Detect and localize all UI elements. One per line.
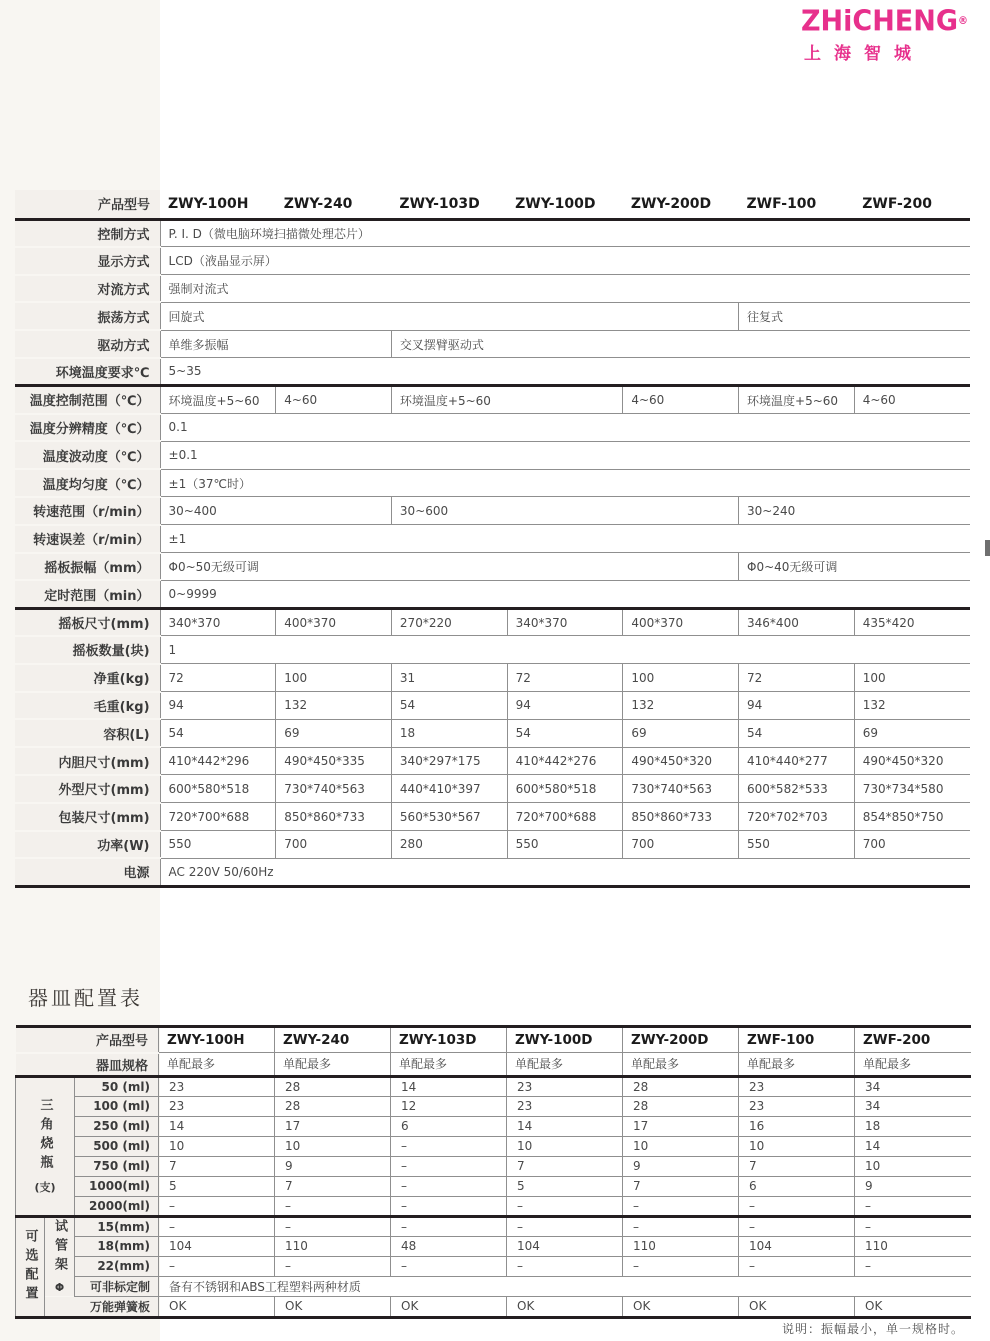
spec-value-cell: 340*297*175	[391, 747, 507, 775]
flask-count-cell: –	[507, 1196, 623, 1216]
spring-plate-cell: OK	[507, 1296, 623, 1317]
rack-count-cell: –	[159, 1256, 275, 1276]
spec-row-label: 驱动方式	[15, 330, 160, 358]
flask-count-cell: –	[275, 1196, 391, 1216]
spec-value-cell: 100	[623, 664, 739, 692]
model-header: ZWY-100H	[168, 195, 249, 212]
rack-count-cell: –	[159, 1216, 275, 1236]
spec-value-cell: 730*734*580	[854, 775, 970, 803]
spec-row-label: 转速误差（r/min）	[15, 525, 160, 553]
rack-count-cell: 110	[623, 1236, 739, 1256]
flask-count-cell: 34	[855, 1096, 971, 1116]
spring-plate-cell: OK	[159, 1296, 275, 1317]
flask-count-cell: 10	[623, 1136, 739, 1156]
spec-value-cell: Φ0~40无级可调	[739, 553, 970, 581]
spring-plate-cell: OK	[391, 1296, 507, 1317]
spec-row-label: 内胆尺寸(mm)	[15, 747, 160, 775]
spec-header-label: 产品型号	[15, 190, 160, 219]
model-header: ZWF-200	[855, 1027, 971, 1053]
spec-value-cell: 700	[854, 831, 970, 859]
flask-count-cell: –	[391, 1156, 507, 1176]
spec-value-cell: 700	[623, 831, 739, 859]
spec-row-label: 环境温度要求℃	[15, 358, 160, 386]
spec-value-cell: 850*860*733	[276, 803, 392, 831]
spec-value-cell: 4~60	[854, 386, 970, 414]
flask-count-cell: 23	[507, 1096, 623, 1116]
flask-count-cell: 18	[855, 1116, 971, 1136]
rack-count-cell: –	[739, 1256, 855, 1276]
flask-size-label: 100 (ml)	[75, 1096, 159, 1116]
spec-value-cell: 720*702*703	[739, 803, 855, 831]
spec-value-cell: 132	[276, 692, 392, 720]
model-header: ZWY-103D	[391, 1027, 507, 1053]
spec-value-cell: P. I. D（微电脑环境扫描微处理芯片）	[160, 219, 970, 247]
spec-value-cell: 410*442*276	[507, 747, 623, 775]
spec-row-label: 转速范围（r/min）	[15, 497, 160, 525]
spec-value-cell: 132	[623, 692, 739, 720]
spec-value-cell: 850*860*733	[623, 803, 739, 831]
spring-plate-cell: OK	[739, 1296, 855, 1317]
flask-count-cell: 7	[739, 1156, 855, 1176]
flask-count-cell: 23	[507, 1076, 623, 1096]
spec-value-cell: 54	[391, 692, 507, 720]
spec-value-cell: 600*582*533	[739, 775, 855, 803]
spec-row-label: 控制方式	[15, 219, 160, 247]
rack-size-label: 18(mm)	[75, 1236, 159, 1256]
flask-count-cell: 7	[159, 1156, 275, 1176]
spec-table	[15, 190, 970, 888]
flask-count-cell: 14	[391, 1076, 507, 1096]
spec-value-cell: ±1（37℃时）	[160, 469, 970, 497]
spec-value-cell: ±0.1	[160, 441, 970, 469]
flask-size-label: 750 (ml)	[75, 1156, 159, 1176]
spec-value-cell: 340*370	[507, 608, 623, 636]
spec-value-cell: 280	[391, 831, 507, 859]
registered-mark: ®	[958, 15, 968, 28]
spec-value-cell: 54	[507, 719, 623, 747]
flask-size-label: 500 (ml)	[75, 1136, 159, 1156]
rack-count-cell: –	[739, 1216, 855, 1236]
flask-count-cell: –	[391, 1136, 507, 1156]
flask-size-label: 50 (ml)	[75, 1076, 159, 1096]
spec-row-label: 净重(kg)	[15, 664, 160, 692]
spring-plate-cell: OK	[275, 1296, 391, 1317]
flask-count-cell: 10	[507, 1136, 623, 1156]
spec-value-cell: 435*420	[854, 608, 970, 636]
spec-row-label: 摇板尺寸(mm)	[15, 608, 160, 636]
flask-count-cell: 17	[275, 1116, 391, 1136]
spec-value-cell: 100	[854, 664, 970, 692]
flask-size-label: 2000(ml)	[75, 1196, 159, 1216]
flask-count-cell: 12	[391, 1096, 507, 1116]
flask-count-cell: –	[159, 1196, 275, 1216]
flask-count-cell: 7	[507, 1156, 623, 1176]
vessel-spec-value: 单配最多	[739, 1053, 855, 1077]
flask-group-label	[16, 1076, 75, 1216]
spec-value-cell: 环境温度+5~60	[160, 386, 276, 414]
spec-value-cell: 600*580*518	[507, 775, 623, 803]
spec-value-cell: 490*450*335	[276, 747, 392, 775]
flask-count-cell: –	[391, 1196, 507, 1216]
rack-count-cell: 48	[391, 1236, 507, 1256]
flask-count-cell: 5	[507, 1176, 623, 1196]
flask-count-cell: 6	[739, 1176, 855, 1196]
spec-row-label: 包装尺寸(mm)	[15, 803, 160, 831]
spec-value-cell: 5~35	[160, 358, 970, 386]
footnote: 说明：振幅最小，单一规格时。	[781, 1322, 964, 1336]
spec-value-cell: 往复式	[739, 302, 970, 330]
flask-group-label-suffix: (支)	[34, 1180, 56, 1194]
spec-value-cell: 环境温度+5~60	[391, 386, 622, 414]
rack-count-cell: 110	[855, 1236, 971, 1256]
flask-count-cell: 14	[855, 1136, 971, 1156]
spec-value-cell: 730*740*563	[623, 775, 739, 803]
spec-value-cell: 69	[276, 719, 392, 747]
flask-count-cell: –	[623, 1196, 739, 1216]
spec-value-cell: AC 220V 50/60Hz	[160, 858, 970, 886]
spec-row-label: 定时范围（min）	[15, 580, 160, 608]
model-header: ZWY-100H	[159, 1027, 275, 1053]
spec-row-label: 振荡方式	[15, 302, 160, 330]
vessel-spec-value: 单配最多	[391, 1053, 507, 1077]
model-header: ZWY-100D	[515, 195, 596, 212]
model-header: ZWY-200D	[623, 1027, 739, 1053]
flask-count-cell: 28	[623, 1076, 739, 1096]
spec-value-cell: 72	[507, 664, 623, 692]
model-header: ZWY-240	[283, 195, 353, 212]
spec-row-label: 电源	[15, 858, 160, 886]
flask-count-cell: 28	[275, 1076, 391, 1096]
flask-count-cell: 23	[159, 1096, 275, 1116]
spec-table-body	[15, 190, 970, 886]
rack-size-label: 22(mm)	[75, 1256, 159, 1276]
spec-value-cell: 600*580*518	[160, 775, 276, 803]
rack-count-cell: –	[275, 1256, 391, 1276]
flask-count-cell: 10	[855, 1156, 971, 1176]
spec-row-label: 温度均匀度（℃）	[15, 469, 160, 497]
flask-count-cell: –	[391, 1176, 507, 1196]
rack-count-cell: –	[507, 1256, 623, 1276]
flask-count-cell: 23	[159, 1076, 275, 1096]
spec-row-label: 对流方式	[15, 275, 160, 303]
flask-count-cell: 28	[275, 1096, 391, 1116]
flask-count-cell: 23	[739, 1096, 855, 1116]
spec-value-cell: 720*700*688	[507, 803, 623, 831]
optional-group-label	[16, 1216, 45, 1317]
model-header: ZWY-100D	[507, 1027, 623, 1053]
spec-value-cell: 490*450*320	[854, 747, 970, 775]
vessel-spec-value: 单配最多	[507, 1053, 623, 1077]
spec-value-cell: 400*370	[623, 608, 739, 636]
spec-value-cell: 550	[507, 831, 623, 859]
flask-count-cell: 9	[855, 1176, 971, 1196]
spec-value-cell: ±1	[160, 525, 970, 553]
flask-count-cell: 28	[623, 1096, 739, 1116]
brand-logo-chinese: 上海智城	[803, 44, 924, 64]
vessel-spec-label: 器皿规格	[16, 1053, 159, 1077]
page-edge-mark	[985, 540, 990, 556]
spec-value-cell: 4~60	[276, 386, 392, 414]
rack-count-cell: –	[507, 1216, 623, 1236]
rack-count-cell: 110	[275, 1236, 391, 1256]
spec-value-cell: 交叉摆臂驱动式	[391, 330, 970, 358]
spec-row-label: 温度控制范围（℃）	[15, 386, 160, 414]
flask-count-cell: 7	[623, 1176, 739, 1196]
spec-value-cell: 410*440*277	[739, 747, 855, 775]
spec-value-cell: 18	[391, 719, 507, 747]
spec-value-cell: 单维多振幅	[160, 330, 391, 358]
rack-count-cell: 104	[159, 1236, 275, 1256]
spec-row-label: 外型尺寸(mm)	[15, 775, 160, 803]
spec-value-cell: 550	[739, 831, 855, 859]
flask-count-cell: –	[855, 1196, 971, 1216]
spec-row-label: 摇板数量(块)	[15, 636, 160, 664]
flask-count-cell: 14	[507, 1116, 623, 1136]
spec-value-cell: 490*450*320	[623, 747, 739, 775]
rack-count-cell: –	[275, 1216, 391, 1236]
rack-count-cell: –	[855, 1216, 971, 1236]
vessel-table	[15, 1025, 971, 1319]
spec-value-cell: 94	[160, 692, 276, 720]
rack-count-cell: –	[391, 1256, 507, 1276]
flask-count-cell: 9	[623, 1156, 739, 1176]
spring-plate-label: 万能弹簧板	[45, 1296, 159, 1317]
vessel-spec-value: 单配最多	[623, 1053, 739, 1077]
spec-value-cell: 560*530*567	[391, 803, 507, 831]
flask-group-label-text: 三角烧瓶	[37, 1097, 53, 1174]
spec-value-cell: 30~600	[391, 497, 738, 525]
rack-count-cell: –	[391, 1216, 507, 1236]
model-header: ZWF-200	[862, 195, 932, 212]
spec-value-cell: 54	[739, 719, 855, 747]
flask-count-cell: 10	[739, 1136, 855, 1156]
vessel-spec-value: 单配最多	[275, 1053, 391, 1077]
vessel-table-body	[16, 1027, 971, 1318]
spec-value-cell: 700	[276, 831, 392, 859]
spec-value-cell: 回旋式	[160, 302, 739, 330]
spec-value-cell: 54	[160, 719, 276, 747]
spec-value-cell: 69	[623, 719, 739, 747]
spec-value-cell: 0.1	[160, 414, 970, 442]
spec-value-cell: 环境温度+5~60	[739, 386, 855, 414]
flask-count-cell: 14	[159, 1116, 275, 1136]
spec-value-cell: 720*700*688	[160, 803, 276, 831]
spec-value-cell: 400*370	[276, 608, 392, 636]
flask-count-cell: 17	[623, 1116, 739, 1136]
brand-logo-text	[801, 7, 968, 36]
tube-rack-group-label	[45, 1216, 75, 1296]
spec-row-label: 功率(W)	[15, 831, 160, 859]
custom-row-label: 可非标定制	[75, 1276, 159, 1296]
spec-value-cell: 410*442*296	[160, 747, 276, 775]
flask-count-cell: 23	[739, 1076, 855, 1096]
model-header: ZWF-100	[739, 1027, 855, 1053]
spec-value-cell: 1	[160, 636, 970, 664]
flask-count-cell: 9	[275, 1156, 391, 1176]
tube-rack-group-label-suffix: Φ	[54, 1281, 65, 1295]
spec-value-cell: 854*850*750	[854, 803, 970, 831]
spec-value-cell: 30~240	[739, 497, 970, 525]
vessel-spec-value: 单配最多	[855, 1053, 971, 1077]
flask-count-cell: 5	[159, 1176, 275, 1196]
spring-plate-cell: OK	[855, 1296, 971, 1317]
spec-row-label: 容积(L)	[15, 719, 160, 747]
spec-value-cell: 0~9999	[160, 580, 970, 608]
spec-value-cell: 30~400	[160, 497, 391, 525]
spec-row-label: 温度分辨精度（℃）	[15, 414, 160, 442]
model-header: ZWY-200D	[630, 195, 712, 212]
custom-row-value: 备有不锈钢和ABS工程塑料两种材质	[159, 1276, 971, 1296]
spring-plate-cell: OK	[623, 1296, 739, 1317]
model-header: ZWF-100	[746, 195, 817, 212]
flask-count-cell: 7	[275, 1176, 391, 1196]
spec-value-cell: LCD（液晶显示屏）	[160, 247, 970, 275]
spec-value-cell: 340*370	[160, 608, 276, 636]
spec-value-cell: 440*410*397	[391, 775, 507, 803]
spec-value-cell: 69	[854, 719, 970, 747]
vessel-spec-value: 单配最多	[159, 1053, 275, 1077]
vessel-table-title: 器皿配置表	[28, 986, 143, 1010]
flask-count-cell: 10	[159, 1136, 275, 1156]
flask-count-cell: –	[739, 1196, 855, 1216]
rack-size-label: 15(mm)	[75, 1216, 159, 1236]
spec-value-cell: 270*220	[391, 608, 507, 636]
flask-count-cell: 16	[739, 1116, 855, 1136]
rack-count-cell: –	[623, 1256, 739, 1276]
spec-value-cell: 31	[391, 664, 507, 692]
rack-count-cell: –	[623, 1216, 739, 1236]
vessel-header-label: 产品型号	[16, 1027, 159, 1053]
optional-group-label-text: 可选配置	[22, 1228, 38, 1305]
spec-row-label: 毛重(kg)	[15, 692, 160, 720]
spec-row-label: 摇板振幅（mm）	[15, 553, 160, 581]
spec-value-cell: 强制对流式	[160, 275, 970, 303]
flask-size-label: 250 (ml)	[75, 1116, 159, 1136]
spec-row-label: 温度波动度（℃）	[15, 441, 160, 469]
rack-count-cell: 104	[507, 1236, 623, 1256]
rack-count-cell: –	[855, 1256, 971, 1276]
rack-count-cell: 104	[739, 1236, 855, 1256]
flask-count-cell: 10	[275, 1136, 391, 1156]
flask-size-label: 1000(ml)	[75, 1176, 159, 1196]
brand-logo-wordmark: ZHiCHENG	[800, 5, 958, 38]
flask-count-cell: 34	[855, 1076, 971, 1096]
spec-value-cell: 550	[160, 831, 276, 859]
model-header: ZWY-240	[275, 1027, 391, 1053]
spec-value-cell: 72	[739, 664, 855, 692]
spec-value-cell: 94	[739, 692, 855, 720]
spec-value-cell: 72	[160, 664, 276, 692]
spec-value-cell: 100	[276, 664, 392, 692]
brand-logo	[800, 5, 968, 64]
spec-value-cell: 132	[854, 692, 970, 720]
flask-count-cell: 6	[391, 1116, 507, 1136]
model-header: ZWY-103D	[399, 195, 480, 212]
spec-row-label: 显示方式	[15, 247, 160, 275]
tube-rack-group-label-text: 试管架	[52, 1219, 67, 1277]
spec-value-cell: Φ0~50无级可调	[160, 553, 739, 581]
spec-value-cell: 730*740*563	[276, 775, 392, 803]
spec-value-cell: 346*400	[739, 608, 855, 636]
spec-value-cell: 94	[507, 692, 623, 720]
spec-value-cell: 4~60	[623, 386, 739, 414]
